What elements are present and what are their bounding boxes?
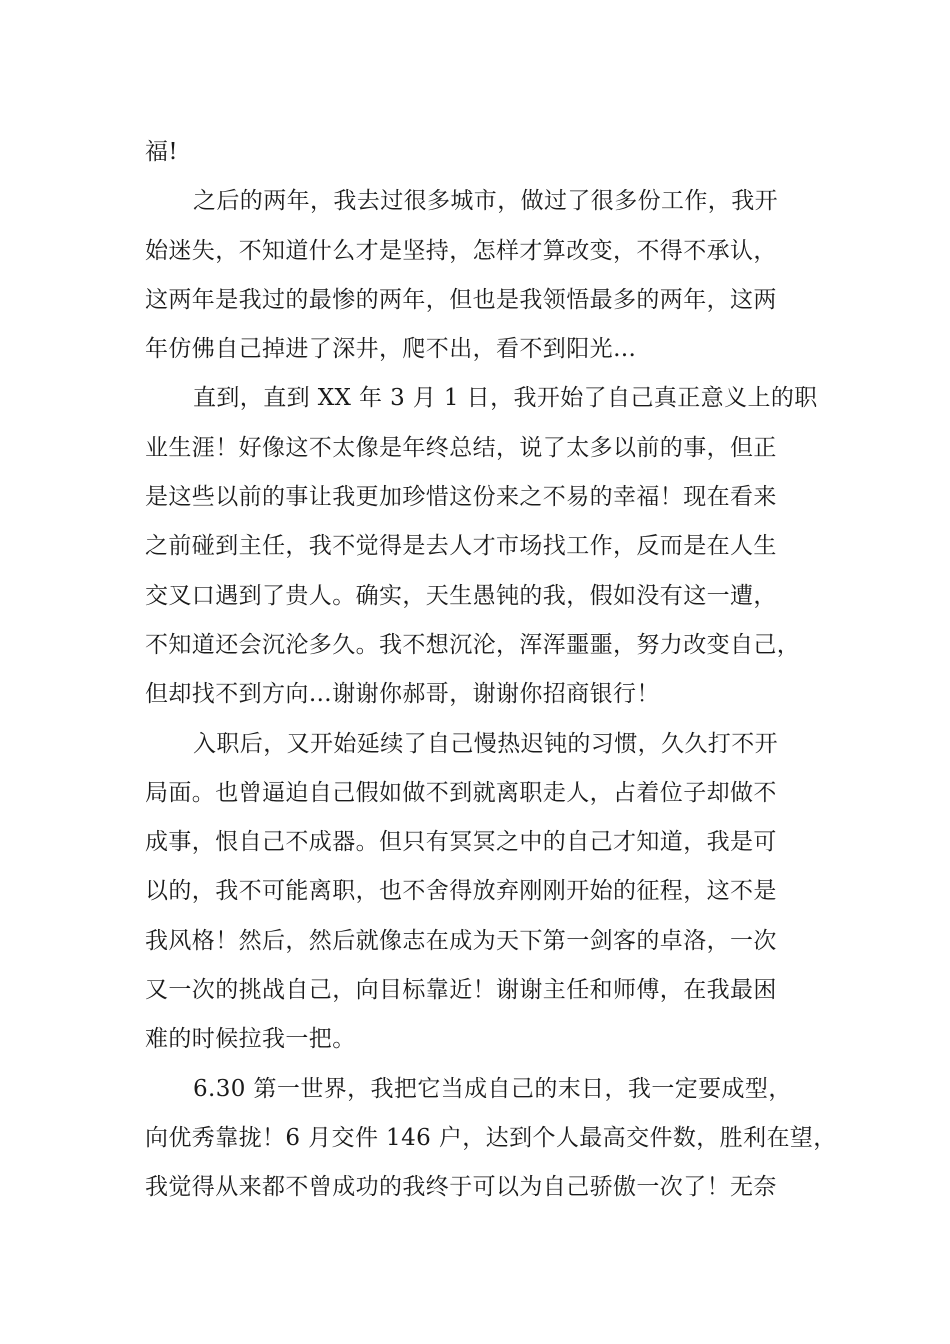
text-line: 交叉口遇到了贵人。确实，天生愚钝的我，假如没有这一遭， (145, 582, 777, 609)
text-line: 是这些以前的事让我更加珍惜这份来之不易的幸福！现在看来 (145, 484, 777, 511)
text-line: 入职后，又开始延续了自己慢热迟钝的习惯，久久打不开 (193, 730, 778, 757)
text-line: 始迷失，不知道什么才是坚持，怎样才算改变，不得不承认， (145, 237, 777, 264)
text-line: 向优秀靠拢！6 月交件 146 户，达到个人最高交件数，胜利在望， (145, 1124, 837, 1151)
text-line: 之后的两年，我去过很多城市，做过了很多份工作，我开 (193, 188, 778, 215)
text-line: 这两年是我过的最惨的两年，但也是我领悟最多的两年，这两 (145, 286, 777, 313)
text-line: 成事，恨自己不成器。但只有冥冥之中的自己才知道，我是可 (145, 829, 777, 856)
text-line: 直到，直到 XX 年 3 月 1 日，我开始了自己真正意义上的职 (193, 385, 818, 412)
text-line: 局面。也曾逼迫自己假如做不到就离职走人，占着位子却做不 (145, 779, 777, 806)
text-line: 又一次的挑战自己，向目标靠近！谢谢主任和师傅，在我最困 (145, 977, 777, 1004)
text-line: 福! (145, 139, 179, 165)
document-body (145, 128, 835, 1213)
text-line: 难的时候拉我一把。 (145, 1026, 356, 1053)
text-line: 但却找不到方向…谢谢你郝哥，谢谢你招商银行！ (145, 681, 660, 708)
text-line: 我风格！然后，然后就像志在成为天下第一剑客的卓洛，一次 (145, 927, 777, 954)
text-line: 之前碰到主任，我不觉得是去人才市场找工作，反而是在人生 (145, 533, 777, 560)
text-line: 6.30 第一世界，我把它当成自己的末日，我一定要成型， (193, 1075, 792, 1102)
text-line: 年仿佛自己掉进了深井，爬不出，看不到阳光… (145, 336, 637, 363)
text-line: 以的，我不可能离职，也不舍得放弃刚刚开始的征程，这不是 (145, 878, 777, 905)
text-line: 不知道还会沉沦多久。我不想沉沦，浑浑噩噩，努力改变自己， (145, 631, 801, 658)
text-line: 我觉得从来都不曾成功的我终于可以为自己骄傲一次了！无奈 (145, 1174, 777, 1201)
text-line: 业生涯！好像这不太像是年终总结，说了太多以前的事，但正 (145, 434, 777, 461)
